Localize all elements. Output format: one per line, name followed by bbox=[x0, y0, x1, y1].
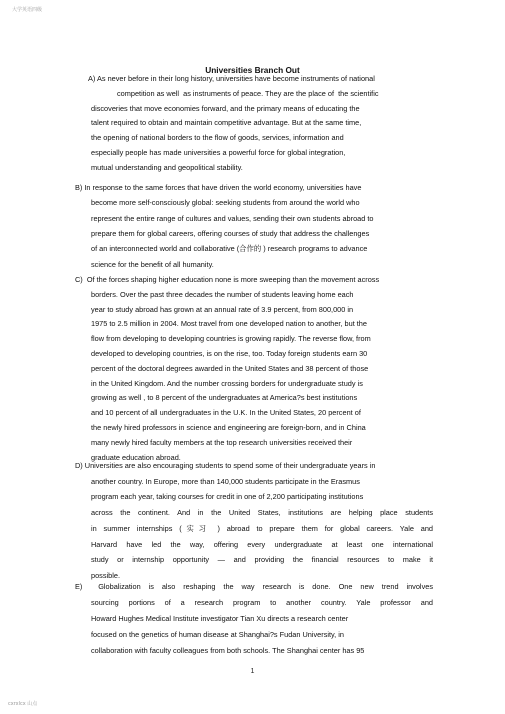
paragraph-line: study or internship opportunity — and providing the financial resources to make it bbox=[91, 555, 433, 565]
paragraph-line: and 10 percent of all undergraduates in the U.K. In the United States, 20 percent of bbox=[91, 408, 361, 418]
paragraph-line: possible. bbox=[91, 570, 120, 580]
paragraph-line: another country. In Europe, more than 140,000 students participate in the Erasmus bbox=[91, 476, 360, 486]
paragraph-line: especially people has made universities a powerful force for global integration, bbox=[91, 148, 346, 157]
paragraph-line: B) In response to the same forces that have driven the world economy, universities have bbox=[75, 183, 362, 192]
paragraph-line: science for the benefit of all humanity. bbox=[91, 259, 214, 269]
paragraph-line: E) Globalization is also reshaping the way research is done. One new trend involves bbox=[75, 582, 433, 591]
paragraph-line: mutual understanding and geopolitical stability. bbox=[91, 162, 243, 172]
page-footer: cxrxlcx 山点 bbox=[8, 701, 38, 707]
paragraph-line: D) Universities are also encouraging students to spend some of their undergraduate years in bbox=[75, 461, 376, 470]
paragraph-line: borders. Over the past three decades the number of students leaving home each bbox=[91, 289, 354, 299]
paragraph-line: year to study abroad has grown at an annual rate of 3.9 percent, from 800,000 in bbox=[91, 304, 354, 314]
paragraph-line: Howard Hughes Medical Institute investigator Tian Xu directs a research center bbox=[91, 614, 349, 623]
paragraph-line: percent of the doctoral degrees awarded in the United States and 38 percent of those bbox=[91, 363, 369, 373]
paragraph-line: discoveries that move economies forward, and the primary means of educating the bbox=[91, 103, 360, 113]
paragraph-line: of an interconnected world and collaborative (合作的 ) research programs to advance bbox=[91, 244, 368, 254]
paragraph-line: become more self-consciously global: seeking students from around the world who bbox=[91, 198, 360, 208]
paragraph-line: the newly hired professors in science and engineering are foreign-born, and in China bbox=[91, 423, 366, 432]
paragraph-line: graduate education abroad. bbox=[91, 452, 181, 462]
paragraph-line: flow from developing to developing countries is growing rapidly. The reverse flow, from bbox=[91, 334, 371, 344]
page-title: Universities Branch Out bbox=[205, 65, 300, 75]
paragraph-line: focused on the genetics of human disease at Shanghai?s Fudan University, in bbox=[91, 630, 344, 639]
paragraph-line: in the United Kingdom. And the number crossing borders for undergraduate study is bbox=[91, 378, 363, 388]
paragraph-line: in summer internships (实习 ) abroad to prepare them for global careers. Yale and bbox=[91, 523, 433, 533]
page-header: 大学英语四级 bbox=[12, 7, 43, 13]
paragraph-line: competition as well as instruments of peace. They are the place of the scientific bbox=[117, 88, 379, 98]
paragraph-line: represent the entire range of cultures and values, sending their own students abroad to bbox=[91, 213, 374, 223]
paragraph-line: sourcing portions of a research program to another country. Yale professor and bbox=[91, 598, 433, 607]
paragraph-line: across the continent. And in the United States, institutions are helping place students bbox=[91, 508, 433, 518]
paragraph-line: talent required to obtain and maintain competitive advantage. But at the same time, bbox=[91, 118, 362, 128]
page-number: 1 bbox=[250, 668, 255, 675]
paragraph-line: developed to developing countries, is on the rise, too. Today foreign students earn 30 bbox=[91, 349, 368, 358]
paragraph-line: many newly hired faculty members at the top research universities received their bbox=[91, 437, 353, 447]
paragraph-line: 1975 to 2.5 million in 2004. Most travel from one developed nation to another, but the bbox=[91, 319, 367, 329]
paragraph-line: prepare them for global careers, offering courses of study that address the challenges bbox=[91, 228, 370, 238]
paragraph-line: program each year, taking courses for credit in one of 2,200 participating institutions bbox=[91, 492, 364, 502]
paragraph-line: collaboration with faculty colleagues from both schools. The Shanghai center has 95 bbox=[91, 646, 365, 655]
paragraph-line: A) As never before in their long history, universities have become instruments of national bbox=[88, 74, 375, 83]
paragraph-line: the opening of national borders to the flow of goods, services, information and bbox=[91, 133, 344, 143]
paragraph-line: growing as well , to 8 percent of the undergraduates at America?s best institutions bbox=[91, 393, 358, 403]
paragraph-line: Harvard have led the way, offering every undergraduate at least one international bbox=[91, 539, 433, 549]
paragraph-line: C) Of the forces shaping higher education none is more sweeping than the movement across bbox=[75, 275, 380, 284]
